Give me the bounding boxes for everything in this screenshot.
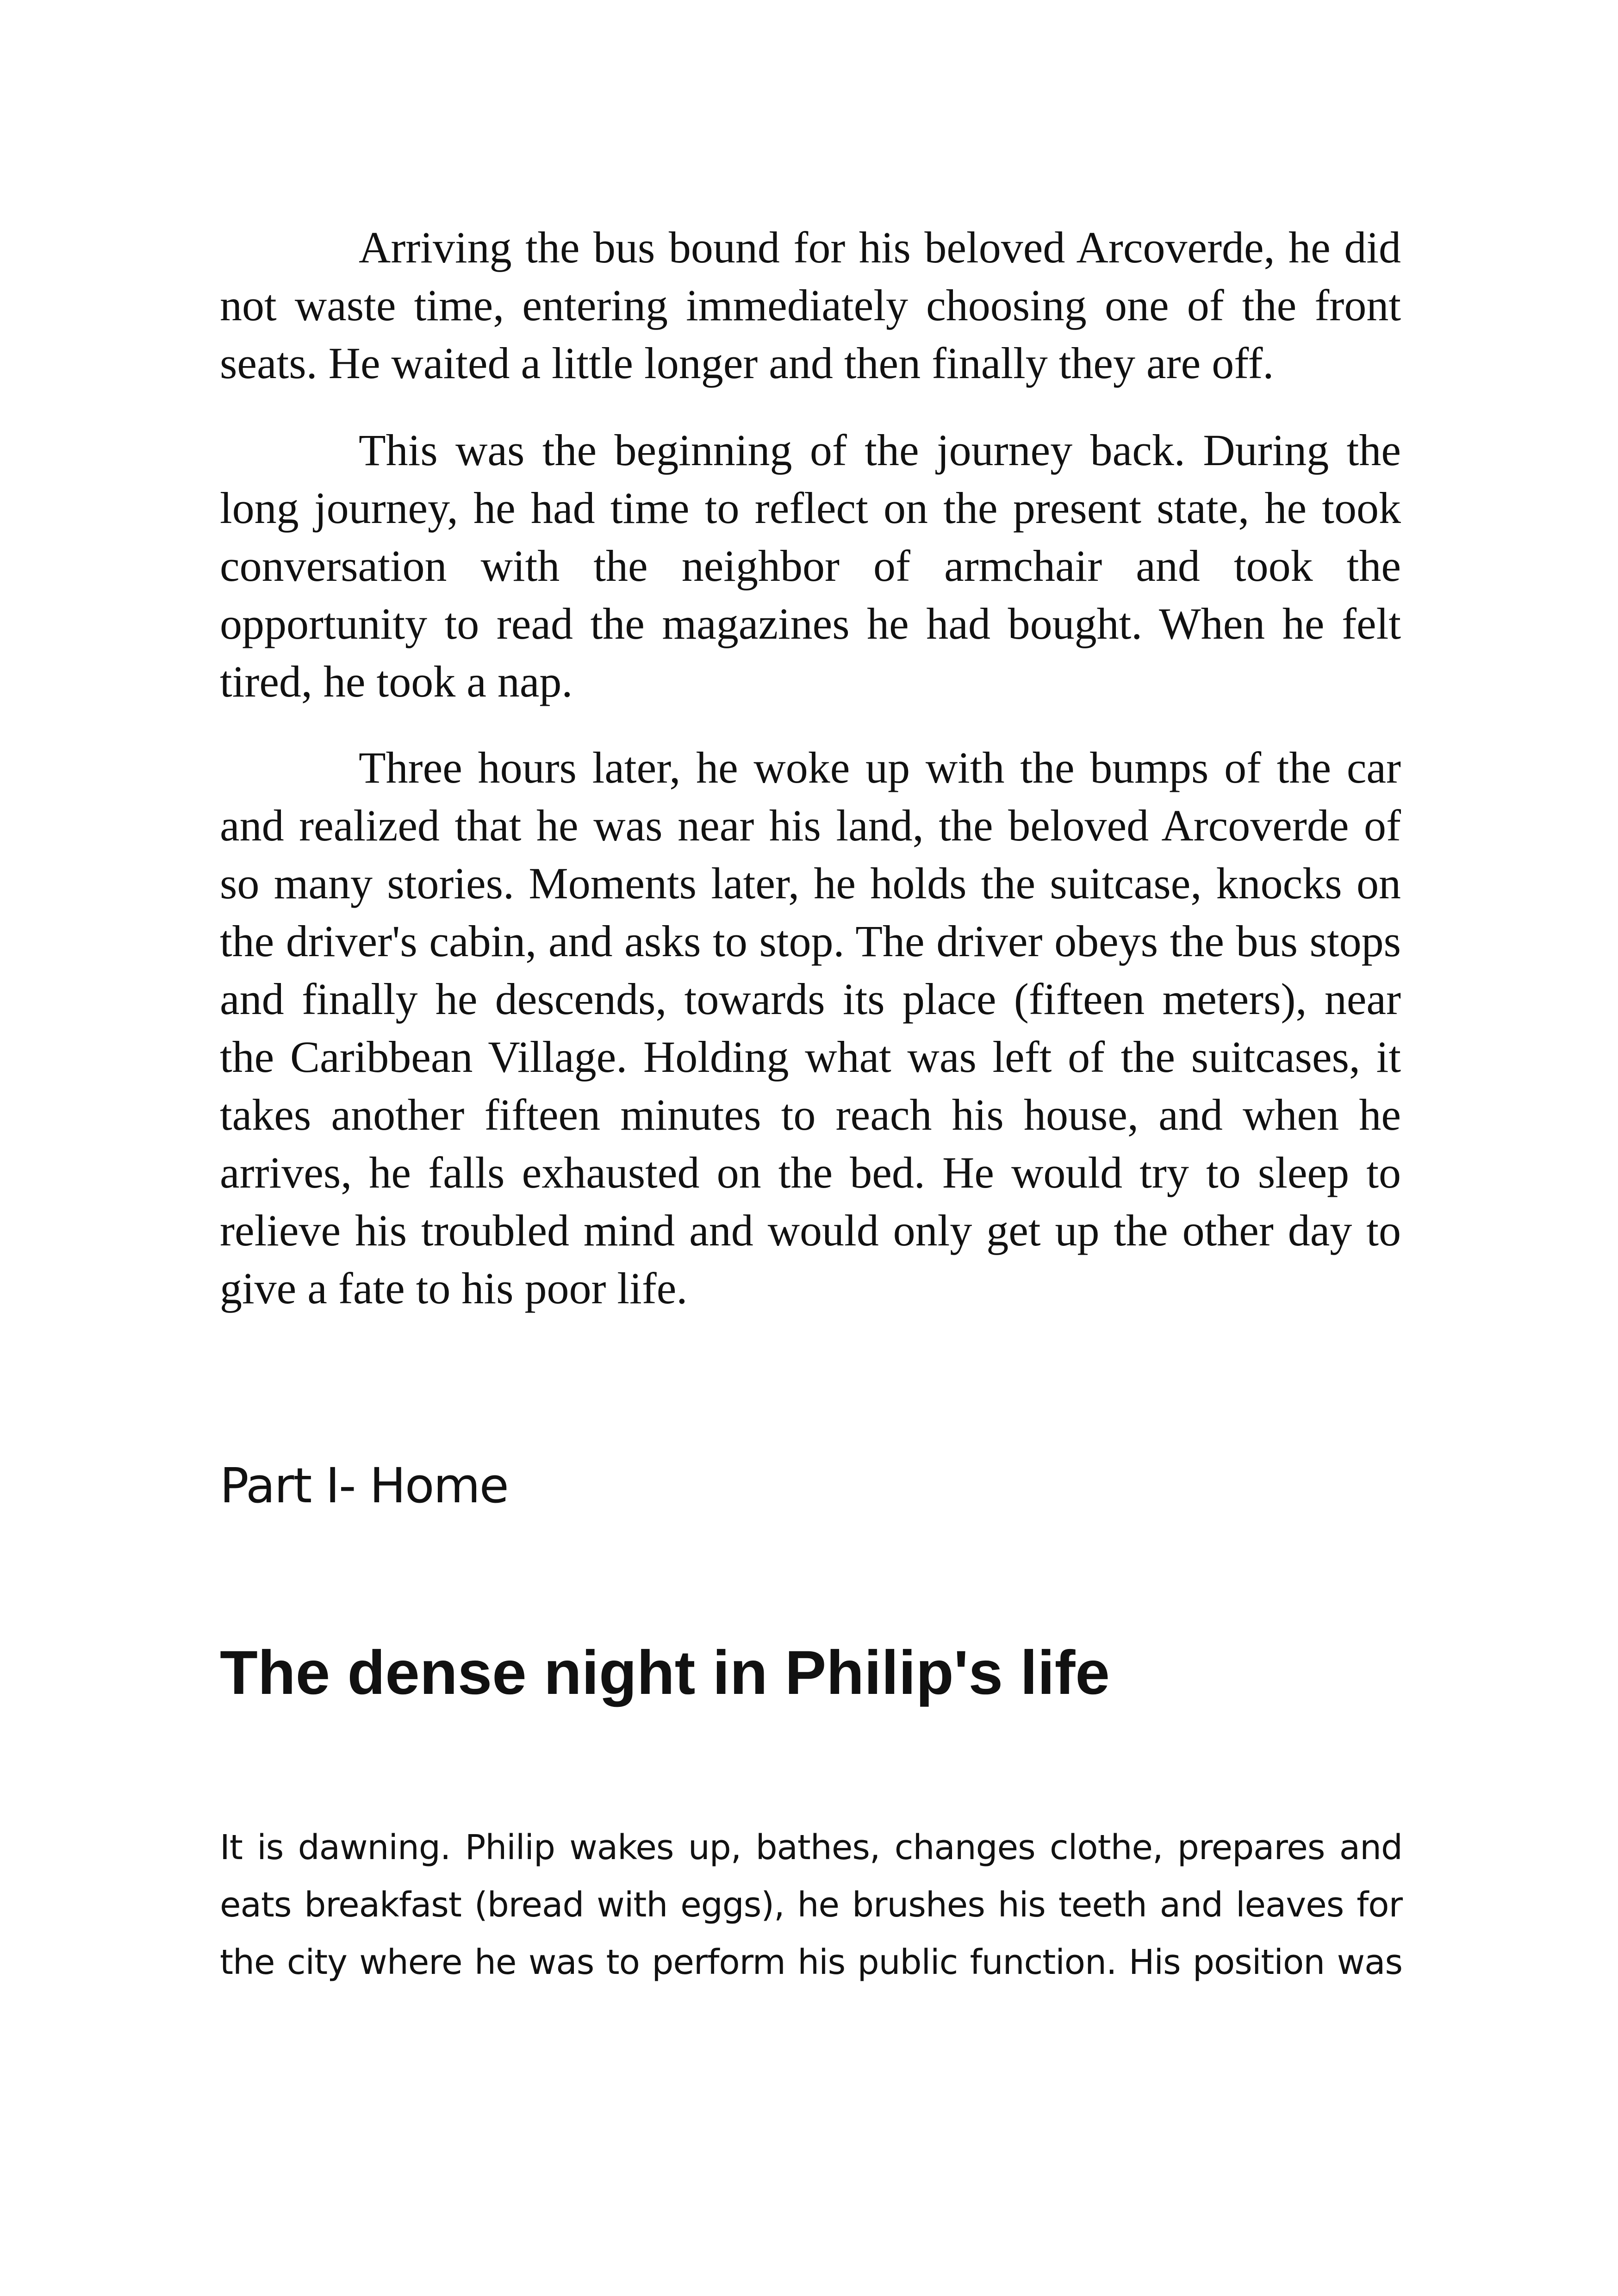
paragraph-line: It is dawning. Philip wakes up, bathes, changes clothe, prepares and — [220, 1828, 1402, 1867]
chapter-opening-paragraph — [220, 1819, 1402, 1991]
chapter-title: The dense night in Philip's life — [220, 1638, 1110, 1707]
part-heading: Part I- Home — [220, 1457, 508, 1514]
body-paragraph: Arriving the bus bound for his beloved Arcoverde, he did not waste time, entering immediately choosing one of the front seats. He waited a little longer and then finally they are off. — [220, 223, 1401, 388]
body-paragraph: Three hours later, he woke up with the bumps of the car and realized that he was near his land, the beloved Arcoverde of so many stories. Moments later, he holds the suitcase, knocks on the driver's cabin, and asks to stop. The driver obeys the bus stops and finally he descends, towards its place (fifteen meters), near the Caribbean Village. Holding what was left of the suitcases, it takes another fifteen minutes to reach his house, and when he arrives, he falls exhausted on the bed. He would try to sleep to relieve his troubled mind and would only get up the other day to give a fate to his poor life. — [220, 743, 1401, 1313]
paragraph-line: eats breakfast (bread with eggs), he brushes his teeth and leaves for — [220, 1885, 1402, 1925]
body-paragraph: This was the beginning of the journey back. During the long journey, he had time to reflect on the present state, he took conversation with the neighbor of armchair and took the opportunity to read the magazines he had bought. When he felt tired, he took a nap. — [220, 425, 1401, 706]
paragraph-line: the city where he was to perform his public function. His position was — [220, 1942, 1402, 1982]
